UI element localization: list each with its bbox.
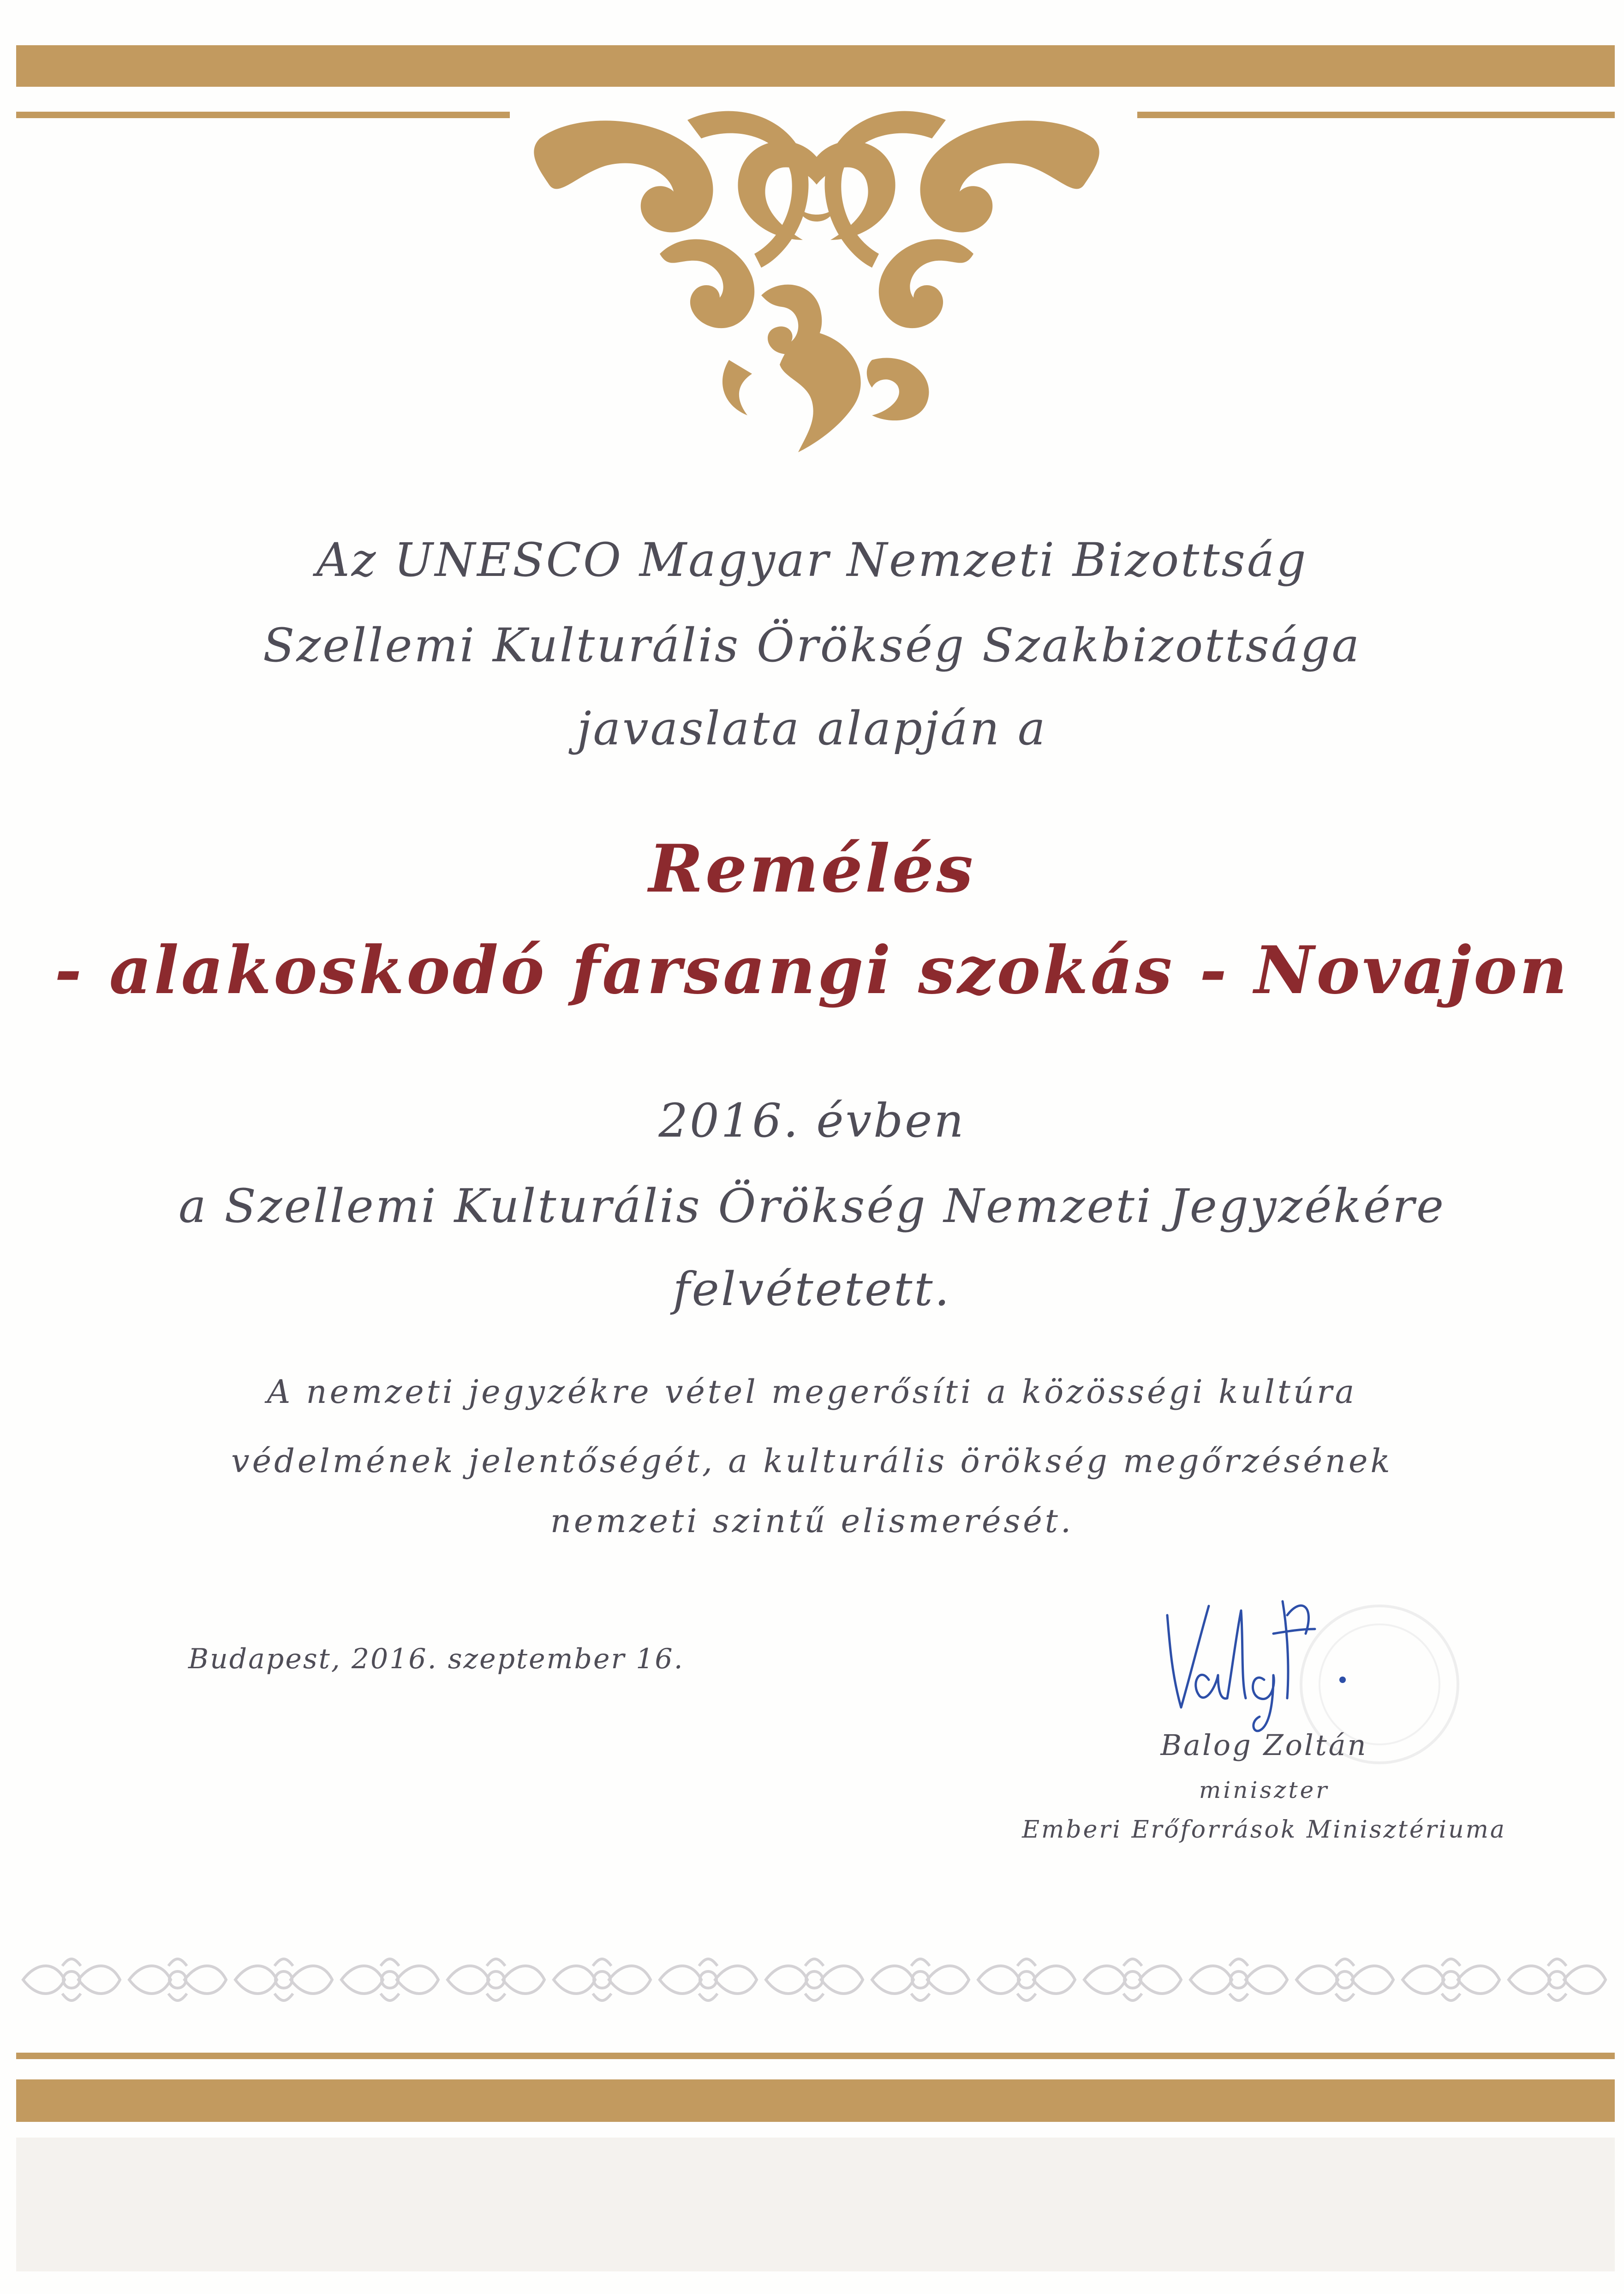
body-line-1: A nemzeti jegyzékre vétel megerősíti a közösségi kultúra xyxy=(267,1373,1357,1411)
signer-role: miniszter xyxy=(1199,1777,1330,1803)
intro-line-2: Szellemi Kulturális Örökség Szakbizottsága xyxy=(263,618,1361,672)
top-left-rule xyxy=(16,112,510,118)
top-right-rule xyxy=(1137,112,1615,118)
heritage-title: Remélés xyxy=(648,831,976,907)
bottom-gold-band xyxy=(16,2079,1615,2122)
body-line-3: nemzeti szintű elismerését. xyxy=(550,1502,1074,1540)
signer-name: Balog Zoltán xyxy=(1160,1728,1368,1762)
handwritten-signature xyxy=(1149,1587,1361,1735)
statement-line-2: a Szellemi Kulturális Örökség Nemzeti Jegyzékére xyxy=(178,1179,1446,1233)
ornament-filigree xyxy=(521,102,1112,452)
filigree-strip xyxy=(18,1952,1610,2007)
top-gold-band xyxy=(16,45,1615,87)
intro-line-3: javaslata alapján a xyxy=(577,701,1047,755)
statement-line-1: 2016. évben xyxy=(658,1094,966,1148)
place-and-date: Budapest, 2016. szeptember 16. xyxy=(188,1643,684,1675)
signer-ministry: Emberi Erőforrások Minisztériuma xyxy=(1022,1816,1506,1844)
bottom-rule xyxy=(16,2053,1615,2059)
body-line-2: védelmének jelentőségét, a kulturális örökség megőrzésének xyxy=(231,1442,1393,1480)
statement-line-3: felvétetett. xyxy=(673,1262,951,1316)
heritage-subtitle: - alakoskodó farsangi szokás - Novajon xyxy=(54,932,1570,1009)
footer-shade xyxy=(16,2138,1615,2271)
intro-line-1: Az UNESCO Magyar Nemzeti Bizottság xyxy=(316,533,1308,587)
